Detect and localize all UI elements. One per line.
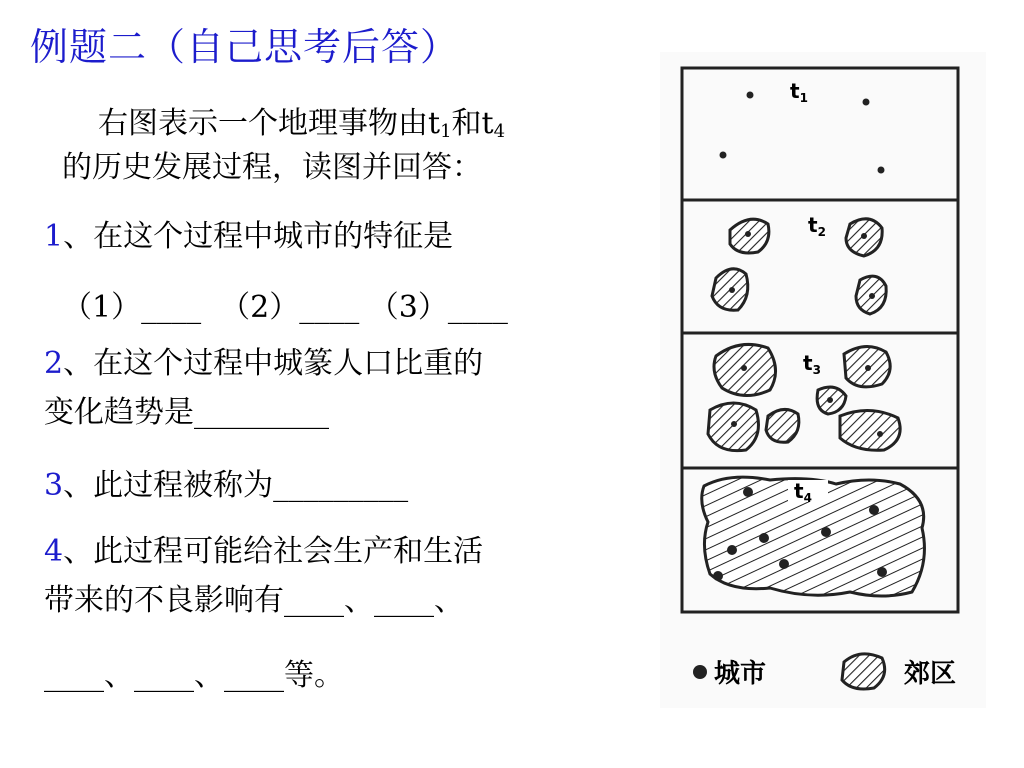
intro-line-1 bbox=[98, 104, 505, 144]
question-3-number: 3 bbox=[44, 468, 64, 503]
city-dot bbox=[713, 571, 723, 581]
legend-city-icon bbox=[693, 665, 707, 679]
legend-suburb-icon bbox=[842, 654, 885, 689]
city-dot bbox=[863, 99, 870, 106]
question-3-text: 、此过程被称为_________ bbox=[63, 468, 409, 503]
question-1-number: 1 bbox=[44, 219, 64, 254]
panel-t3-label: $t_3$ bbox=[803, 351, 821, 377]
city-dot bbox=[731, 421, 737, 427]
panel-t1-label: $t_1$ bbox=[790, 79, 808, 105]
question-4-number: 4 bbox=[44, 534, 64, 569]
city-dot bbox=[827, 397, 833, 403]
panel-t4-label: $t_4$ bbox=[794, 479, 812, 505]
city-dot bbox=[877, 567, 887, 577]
suburb-area bbox=[766, 409, 799, 442]
legend-city-label: 城市 bbox=[714, 659, 767, 689]
panel-t2-label: $t_2$ bbox=[808, 213, 826, 239]
question-1-blanks: （1）____ （2）____ （3）____ bbox=[62, 290, 508, 325]
city-dot bbox=[727, 545, 737, 555]
intro-sub-4: 4 bbox=[493, 121, 506, 142]
slide-title: 例题二（自己思考后答） bbox=[30, 25, 460, 69]
city-dot bbox=[759, 533, 769, 543]
intro-sub-1: 1 bbox=[440, 121, 452, 142]
question-4-line-2: 带来的不良影响有____、____、 bbox=[44, 583, 464, 618]
city-dot bbox=[743, 487, 753, 497]
suburb-area bbox=[840, 410, 900, 450]
question-4 bbox=[44, 532, 483, 572]
question-1 bbox=[44, 217, 453, 257]
question-2 bbox=[44, 344, 483, 384]
urbanization-figure bbox=[660, 52, 986, 708]
question-1-text: 、在这个过程中城市的特征是 bbox=[63, 219, 454, 254]
city-dot bbox=[745, 231, 751, 237]
city-dot bbox=[821, 527, 831, 537]
city-dot bbox=[878, 167, 885, 174]
city-dot bbox=[729, 287, 735, 293]
intro-text-a: 右图表示一个地理事物由t bbox=[98, 106, 441, 141]
city-dot bbox=[720, 152, 727, 159]
city-dot bbox=[865, 365, 871, 371]
question-2-number: 2 bbox=[44, 346, 64, 381]
question-3 bbox=[44, 466, 408, 506]
question-2-text: 、在这个过程中城篆人口比重的 bbox=[63, 346, 484, 381]
legend-suburb-label: 郊区 bbox=[904, 659, 957, 689]
question-4-text: 、此过程可能给社会生产和生活 bbox=[63, 534, 484, 569]
city-dot bbox=[869, 293, 875, 299]
city-dot bbox=[741, 365, 747, 371]
city-dot bbox=[779, 559, 789, 569]
question-2-line-2: 变化趋势是_________ bbox=[44, 395, 329, 430]
city-dot bbox=[869, 505, 879, 515]
city-dot bbox=[877, 431, 883, 437]
intro-text-b: 和t bbox=[451, 106, 494, 141]
intro-line-2: 的历史发展过程，读图并回答： bbox=[62, 150, 482, 185]
urbanization-diagram bbox=[660, 52, 986, 708]
question-4-line-3: ____、____、____等。 bbox=[44, 658, 344, 693]
city-dot bbox=[861, 233, 867, 239]
panel-t4 bbox=[702, 477, 925, 596]
figure-background bbox=[660, 52, 986, 708]
city-dot bbox=[747, 92, 754, 99]
